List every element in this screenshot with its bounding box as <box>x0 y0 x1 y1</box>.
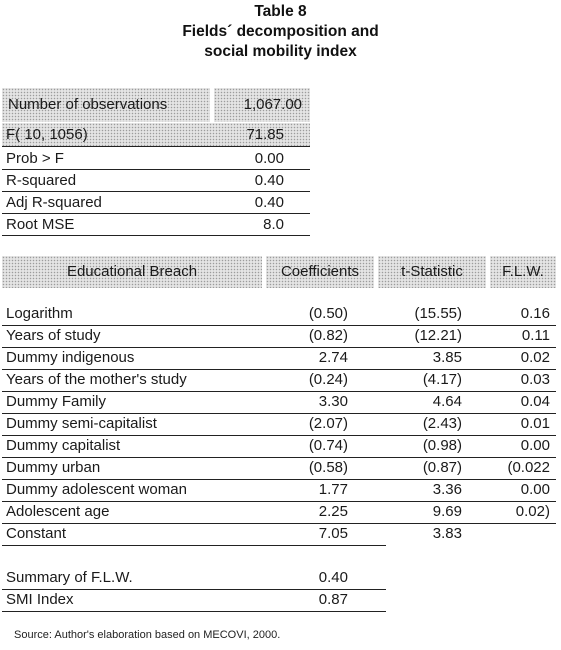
table-row <box>2 523 556 545</box>
table-row <box>2 479 556 501</box>
summary-label: SMI Index <box>6 591 74 608</box>
observations-label: Number of observations <box>8 96 168 113</box>
table-row <box>2 347 556 369</box>
flw-value: 0.01 <box>520 415 550 432</box>
t-statistic-value: (15.55) <box>414 305 462 322</box>
stats-header-row <box>2 88 310 122</box>
coefficient-value: (0.74) <box>308 437 348 454</box>
flw-value: (0.022 <box>507 459 550 476</box>
flw-value: 0.11 <box>521 327 550 344</box>
stats-row <box>2 123 310 147</box>
flw-value: 0.02) <box>515 503 550 520</box>
column-header: Coefficients <box>266 256 374 288</box>
stats-label: R-squared <box>6 172 77 189</box>
t-statistic-value: 3.36 <box>432 481 462 498</box>
column-header: F.L.W. <box>490 256 556 288</box>
regression-header-row <box>2 256 556 288</box>
flw-value: 0.04 <box>520 393 550 410</box>
table-row <box>2 369 556 391</box>
variable-label: Constant <box>6 525 67 542</box>
summary-label: Summary of F.L.W. <box>6 569 133 586</box>
source-note: Source: Author's elaboration based on MECOVI, 2000. <box>14 629 281 641</box>
stats-label: Prob > F <box>6 150 64 167</box>
variable-label: Dummy capitalist <box>6 437 121 454</box>
stats-row <box>2 192 310 214</box>
coefficient-value: 1.77 <box>318 481 348 498</box>
coefficient-value: 2.74 <box>318 349 348 366</box>
t-statistic-value: 4.64 <box>432 393 462 410</box>
stats-value: 0.40 <box>254 172 284 189</box>
stats-row <box>2 170 310 192</box>
variable-label: Years of study <box>6 327 101 344</box>
stats-value: 8.0 <box>263 216 284 233</box>
column-header: Educational Breach <box>2 256 262 288</box>
coefficient-value: 7.05 <box>318 525 348 542</box>
table-row <box>2 435 556 457</box>
table-row <box>2 457 556 479</box>
variable-label: Dummy urban <box>6 459 101 476</box>
stats-label: Root MSE <box>6 216 75 233</box>
flw-value: 0.03 <box>520 371 550 388</box>
summary-row <box>2 567 556 589</box>
table-row <box>2 325 556 347</box>
summary-value: 0.87 <box>318 591 348 608</box>
variable-label: Years of the mother's study <box>6 371 187 388</box>
table-row <box>2 303 556 325</box>
t-statistic-value: (0.87) <box>422 459 462 476</box>
table-row <box>2 391 556 413</box>
flw-value: 0.02 <box>520 349 550 366</box>
t-statistic-value: (2.43) <box>422 415 462 432</box>
t-statistic-value: (4.17) <box>422 371 462 388</box>
stats-row <box>2 148 310 170</box>
summary-value: 0.40 <box>318 569 348 586</box>
stats-label: Adj R-squared <box>6 194 102 211</box>
stats-value: 71.85 <box>246 126 284 143</box>
t-statistic-value: 9.69 <box>432 503 462 520</box>
stats-label: F( 10, 1056) <box>6 126 88 143</box>
flw-value: 0.16 <box>520 305 550 322</box>
table-subtitle: social mobility index <box>204 43 357 60</box>
coefficient-value: 2.25 <box>318 503 348 520</box>
summary-row <box>2 589 556 611</box>
coefficient-value: (0.82) <box>308 327 348 344</box>
variable-label: Dummy semi-capitalist <box>6 415 157 432</box>
variable-label: Dummy adolescent woman <box>6 481 187 498</box>
flw-value: 0.00 <box>520 437 550 454</box>
row-divider <box>2 611 386 612</box>
variable-label: Logarithm <box>6 305 73 322</box>
variable-label: Dummy indigenous <box>6 349 135 366</box>
table-row <box>2 413 556 435</box>
coefficient-value: (0.50) <box>308 305 348 322</box>
t-statistic-value: (12.21) <box>414 327 462 344</box>
stats-value: 0.40 <box>254 194 284 211</box>
table-number: Table 8 <box>254 3 307 20</box>
coefficient-value: (2.07) <box>308 415 348 432</box>
variable-label: Dummy Family <box>6 393 106 410</box>
t-statistic-value: 3.85 <box>432 349 462 366</box>
stats-row <box>2 214 310 236</box>
coefficient-value: (0.24) <box>308 371 348 388</box>
flw-value: 0.00 <box>520 481 550 498</box>
row-divider <box>2 545 386 546</box>
coefficient-value: (0.58) <box>308 459 348 476</box>
column-header: t-Statistic <box>378 256 486 288</box>
t-statistic-value: (0.98) <box>422 437 462 454</box>
table-title: Fields´ decomposition and <box>182 23 379 40</box>
table-row <box>2 501 556 523</box>
variable-label: Adolescent age <box>6 503 110 520</box>
observations-value: 1,067.00 <box>243 96 302 113</box>
stats-value: 0.00 <box>254 150 284 167</box>
t-statistic-value: 3.83 <box>432 525 462 542</box>
coefficient-value: 3.30 <box>318 393 348 410</box>
